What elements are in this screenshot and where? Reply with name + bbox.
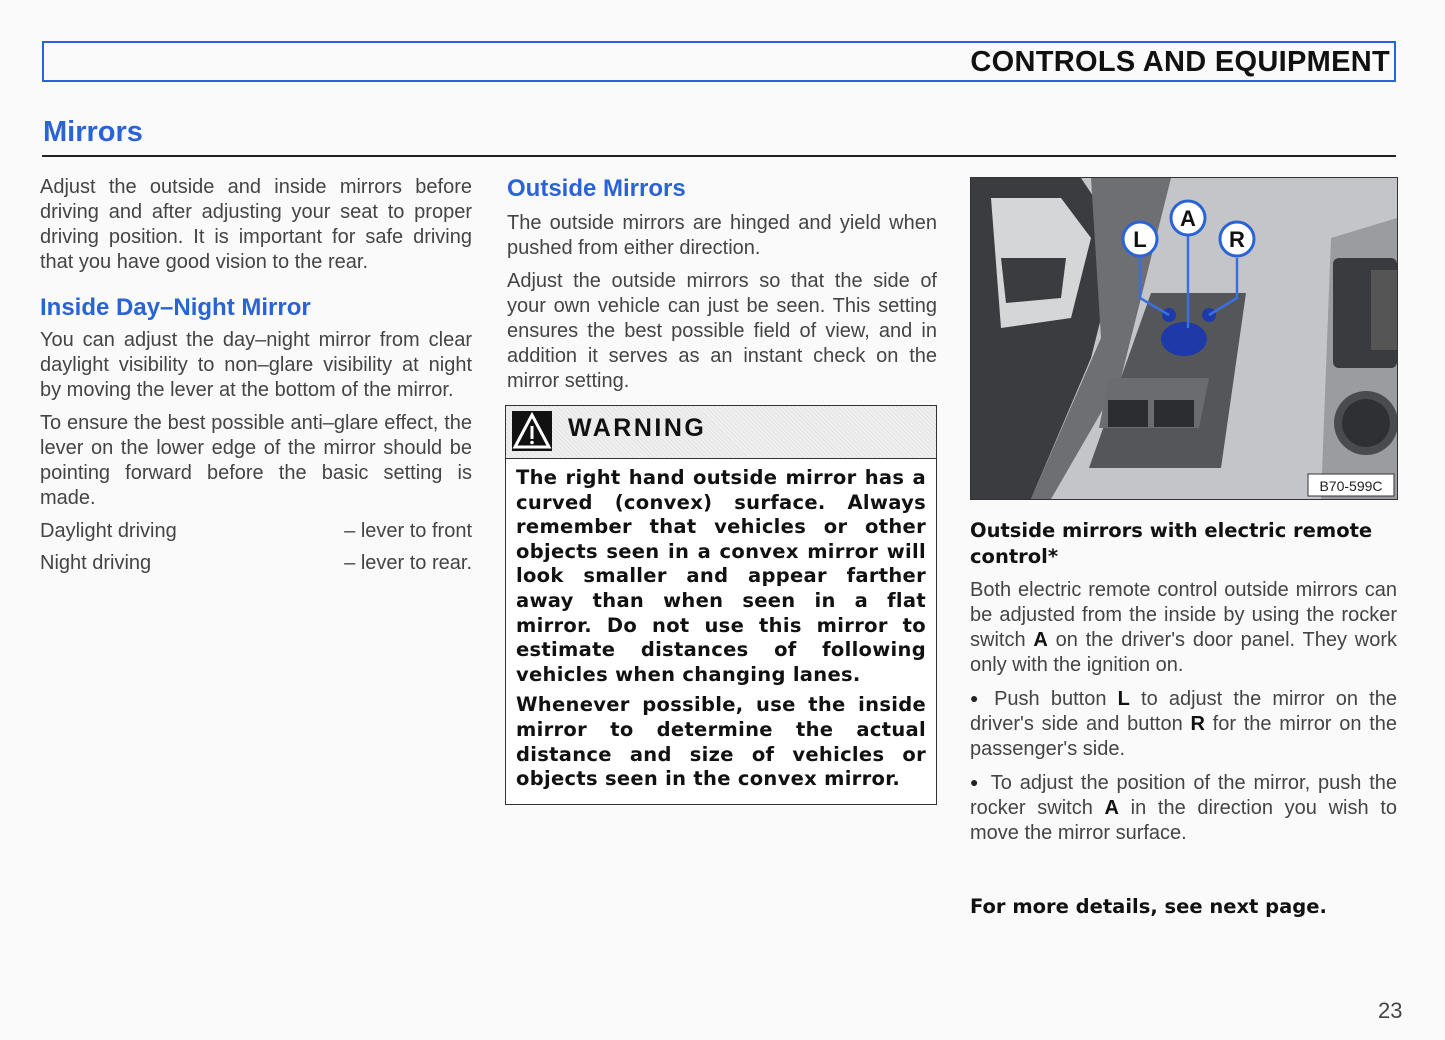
callout-l: L — [1133, 227, 1147, 252]
intro-text: Adjust the outside and inside mirrors before driving and after adjusting your seat to proper driving position. It is important for safe driving that you have good vision to the rear. — [40, 176, 472, 273]
bullet-item-buttons: ● Push button L to adjust the mirror on the driver's side and button R for the mirror on the passenger's side. — [970, 686, 1397, 762]
warning-header — [506, 406, 936, 459]
bullet-item-rocker: ● To adjust the position of the mirror, push the rocker switch A in the direction you wish to move the mirror surface. — [970, 770, 1397, 846]
outside-mirrors-text-1: The outside mirrors are hinged and yield when pushed from either direction. — [507, 212, 937, 259]
warning-text-1: The right hand outside mirror has a curved (convex) surface. Always remember that vehicles or other objects seen in a convex mirror will look smaller and appear farther away than when seen in a flat mirror. Do not use this mirror to estimate distances of following vehicles when changing lanes. — [516, 466, 926, 686]
section-header-box — [42, 41, 1396, 82]
callout-a: A — [1180, 206, 1196, 231]
page-title: Mirrors — [43, 116, 143, 148]
figure-caption: Outside mirrors with electric remote control* — [970, 519, 1373, 568]
right-column — [970, 518, 1397, 854]
page-number: 23 — [1378, 998, 1403, 1023]
continued-note: For more details, see next page. — [970, 895, 1327, 918]
inside-mirror-heading: Inside Day–Night Mirror — [40, 294, 311, 321]
setting-value: – lever to front — [344, 520, 472, 542]
inside-mirror-text-2: To ensure the best possible anti–glare effect, the lever on the lower edge of the mirror should be pointing forward before the basic setting is made. — [40, 412, 472, 509]
outside-mirrors-text-2: Adjust the outside mirrors so that the side of your own vehicle can just be seen. This setting ensures the best possible field of view, and in addition it serves as an instant check on the mirror setting. — [507, 270, 937, 392]
outside-mirrors-heading: Outside Mirrors — [507, 175, 686, 202]
setting-value: – lever to rear. — [344, 552, 472, 574]
setting-label: Night driving — [40, 552, 152, 574]
section-title: CONTROLS AND EQUIPMENT — [970, 46, 1390, 78]
setting-row-night — [40, 551, 472, 576]
warning-box — [505, 405, 937, 805]
warning-text-2: Whenever possible, use the inside mirror to determine the actual distance and size of vehicles or objects seen in the convex mirror. — [516, 693, 926, 791]
callout-r: R — [1229, 227, 1245, 252]
door-panel-switch-figure — [970, 177, 1398, 500]
setting-row-daylight — [40, 519, 472, 544]
figure-code: B70-599C — [1319, 478, 1383, 494]
setting-label: Daylight driving — [40, 520, 177, 542]
left-column — [40, 175, 472, 583]
electric-mirror-text: Both electric remote control outside mirrors can be adjusted from the inside by using the rocker switch A on the driver's door panel. They work only with the ignition on. — [970, 579, 1398, 676]
title-rule — [42, 155, 1396, 157]
middle-column — [507, 176, 937, 402]
warning-triangle-icon — [512, 411, 552, 451]
warning-label: WARNING — [568, 414, 707, 442]
inside-mirror-text-1: You can adjust the day–night mirror from clear daylight visibility to non–glare visibility at night by moving the lever at the bottom of the mirror. — [40, 329, 472, 401]
